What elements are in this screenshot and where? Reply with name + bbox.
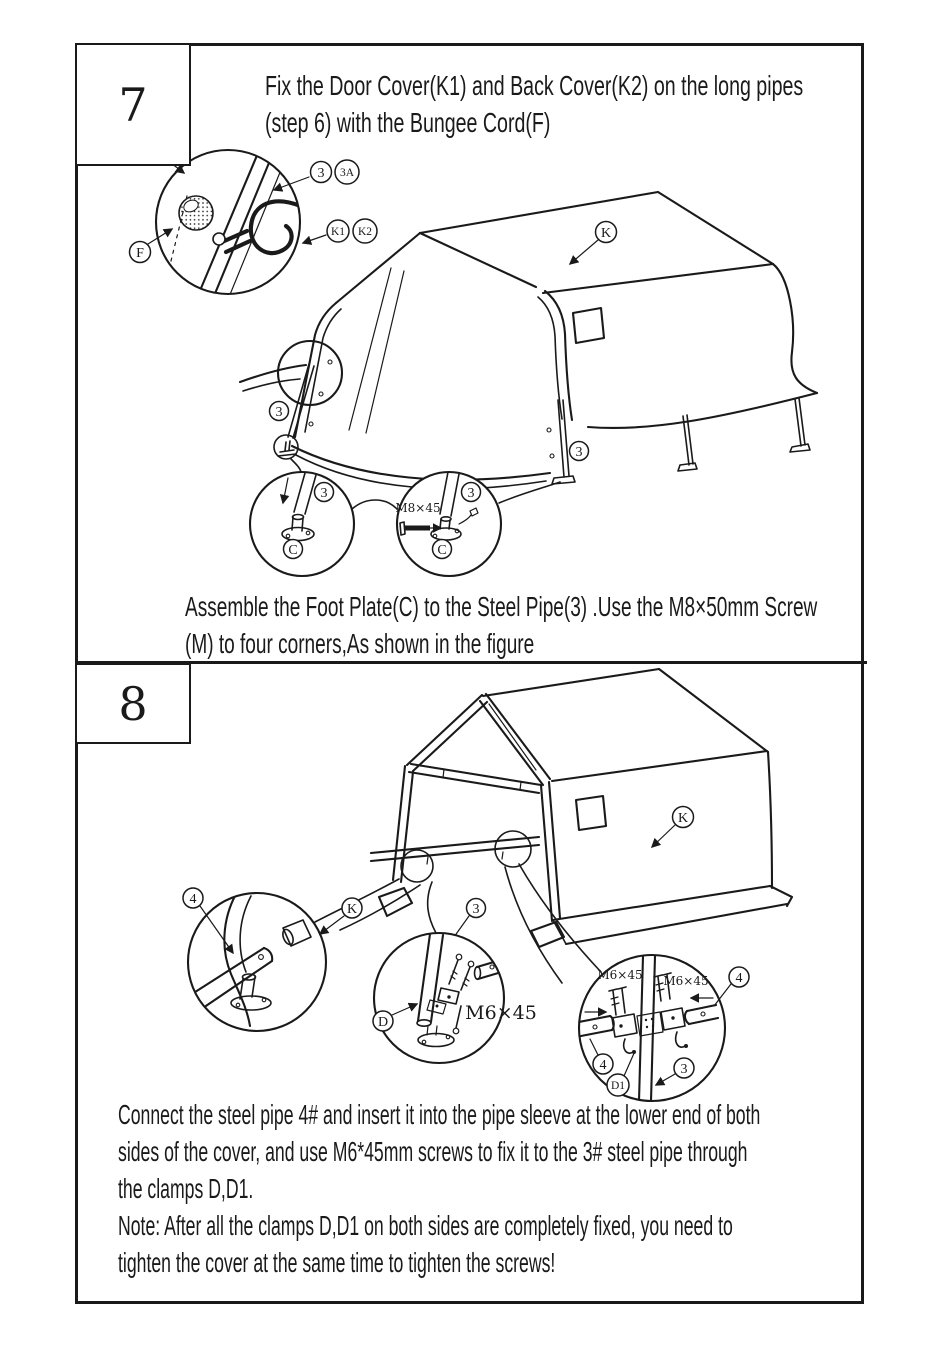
- callout-pipe4-top-label: 4: [735, 971, 743, 986]
- callout-cover-main-label: K: [600, 226, 612, 241]
- detail-circle-footplate-right: [395, 472, 501, 576]
- callout-cover-step8-label: K: [677, 811, 689, 826]
- tent-drawing-step8: [315, 669, 792, 983]
- screw-size-right-label: M6×45: [663, 974, 709, 988]
- callout-pipe3-right-label: 3: [680, 1062, 688, 1077]
- step7-caption-line2: (M) to four corners,As shown in the figure: [185, 628, 535, 659]
- screw-size-label: M8×45: [395, 501, 441, 515]
- step7-caption-line1: Assemble the Foot Plate(C) to the Steel Pipe(3) .Use the M8×50mm Screw: [185, 591, 818, 622]
- callout-pipe3a-label: 3A: [339, 167, 355, 179]
- screw-size-left-label: M6×45: [597, 968, 643, 982]
- callout-pipe3-circle-left-label: 3: [320, 486, 328, 501]
- callout-pipe3-front-label: 3: [575, 445, 583, 460]
- magnifier-circle-leg: [278, 341, 342, 405]
- detail-circle-clamp-d: [373, 933, 537, 1063]
- window-step8: [576, 796, 606, 830]
- magnifier-joint-left: [401, 850, 433, 882]
- step8-body: [118, 1096, 760, 1281]
- callout-footplate-left-label: C: [288, 543, 298, 558]
- detail-circle-sleeve: [183, 888, 362, 1031]
- callout-pipe3-label: 3: [317, 166, 325, 181]
- step7-heading-line2: (step 6) with the Bungee Cord(F): [265, 107, 551, 138]
- callout-bungee-label: F: [136, 246, 144, 261]
- step7-caption: [185, 588, 817, 662]
- step8-body-line1: Connect the steel pipe 4# and insert it into the pipe sleeve at the lower end of both: [118, 1099, 761, 1130]
- window-step7: [573, 308, 604, 343]
- callout-back-cover-label: K2: [357, 226, 373, 238]
- step8-number-box: [75, 663, 191, 744]
- step8-body-line2: sides of the cover, and use M6*45mm screws to fix it to the 3# steel pipe through: [118, 1136, 748, 1167]
- callout-footplate-right-label: C: [437, 543, 447, 558]
- screw-size-mid-label: M6×45: [465, 1002, 537, 1024]
- detail-circle-footplate-left: [250, 472, 354, 576]
- step8-number: 8: [118, 676, 148, 731]
- callout-pipe3-step8-label: 3: [472, 902, 480, 917]
- step7-heading-line1: Fix the Door Cover(K1) and Back Cover(K2) on the long pipes: [265, 70, 804, 101]
- callout-pipe4-step8-label: 4: [189, 892, 197, 907]
- step7-heading: [265, 67, 803, 141]
- step8-body-line4: Note: After all the clamps D,D1 on both sides are completely fixed, you need to: [118, 1210, 733, 1241]
- callout-sleeve-label: K: [346, 902, 358, 917]
- step7-number: 7: [118, 77, 148, 132]
- callout-pipe4-bottom-label: 4: [599, 1058, 607, 1073]
- callout-pipe3-circle-right-label: 3: [467, 486, 475, 501]
- step8-body-line3: the clamps D,D1.: [118, 1173, 254, 1204]
- callout-pipe3-left-label: 3: [275, 405, 283, 420]
- callout-clamp-d1-label: D1: [610, 1080, 626, 1092]
- step7-number-box: [75, 43, 191, 166]
- step8-body-line5: tighten the cover at the same time to tighten the screws!: [118, 1247, 556, 1278]
- detail-circle-clamps-d-d1: [579, 955, 749, 1101]
- tent-drawing-step7: [240, 192, 817, 509]
- callout-clamp-d-label: D: [377, 1015, 389, 1030]
- callout-door-cover-label: K1: [330, 226, 346, 238]
